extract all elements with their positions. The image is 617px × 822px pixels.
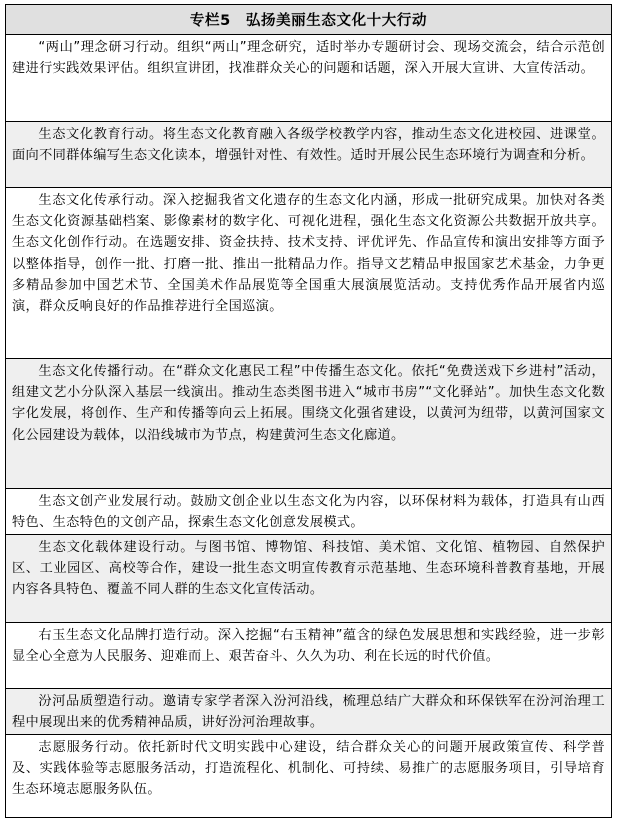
action-item-text: 右玉生态文化品牌打造行动。深入挖掘“右玉精神”蕴含的绿色发展思想和实践经验，进一步彰显全心全意为人民服务、迎难而上、艰苦奋斗、久久为功、利在长远的时代价值。 bbox=[12, 628, 605, 665]
action-item-text: 生态文化教育行动。将生态文化教育融入各级学校教学内容，推动生态文化进校园、进课堂。面向不同群体编写生态文化读本，增强针对性、有效性。适时开展公民生态环境行为调查和分析。 bbox=[12, 127, 605, 164]
action-item-creative-industry bbox=[6, 489, 611, 535]
action-item-heritage-creation bbox=[6, 188, 611, 359]
action-item-text: “两山”理念研习行动。组织“两山”理念研究，适时举办专题研讨会、现场交流会，结合示范创建进行实践效果评估。组织宣讲团，找准群众关心的问题和话题，深入开展大宣讲、大宣传活动。 bbox=[12, 40, 605, 77]
action-item-communication bbox=[6, 359, 611, 489]
action-item-text: 志愿服务行动。依托新时代文明实践中心建设，结合群众关心的问题开展政策宣传、科学普及、实践体验等志愿服务活动，打造流程化、机制化、可持续、易推广的志愿服务项目，引导培育生态环境志愿服务队伍。 bbox=[12, 740, 605, 798]
box-title: 专栏5 弘扬美丽生态文化十大行动 bbox=[189, 13, 428, 29]
action-item-carrier bbox=[6, 535, 611, 623]
action-item-lianshan bbox=[6, 35, 611, 122]
action-item-text: 生态文创产业发展行动。鼓励文创企业以生态文化为内容，以环保材料为载体，打造具有山西特色、生态特色的文创产品，探索生态文化创意发展模式。 bbox=[12, 494, 605, 531]
feature-box bbox=[5, 4, 612, 818]
action-item-youyu-brand bbox=[6, 623, 611, 689]
action-item-education bbox=[6, 122, 611, 188]
action-item-text: 汾河品质塑造行动。邀请专家学者深入汾河沿线，梳理总结广大群众和环保铁军在汾河治理工程中展现出来的优秀精神品质，讲好汾河治理故事。 bbox=[12, 694, 605, 731]
action-item-text: 生态文化载体建设行动。与图书馆、博物馆、科技馆、美术馆、文化馆、植物园、自然保护区、工业园区、高校等合作，建设一批生态文明宣传教育示范基地、生态环境科普教育基地，开展内容各具特色、覆盖不同人群的生态文化宣传活动。 bbox=[12, 540, 605, 598]
action-item-fenhe bbox=[6, 689, 611, 735]
action-item-text: 生态文化传播行动。在“群众文化惠民工程”中传播生态文化。依托“免费送戏下乡进村”活动，组建文艺小分队深入基层一线演出。推动生态类图书进入“城市书房”“文化驿站”。加快生态文化数字化发展，将创作、生产和传播等向云上拓展。围绕文化强省建设，以黄河为纽带，以黄河国家文化公园建设为载体，以沿线城市为节点，构建黄河生态文化廊道。 bbox=[12, 364, 605, 443]
action-item-text: 生态文化传承行动。深入挖掘我省文化遗存的生态文化内涵，形成一批研究成果。加快对各类生态文化资源基础档案、影像素材的数字化、可视化进程，强化生态文化资源公共数据开放共享。生态文化创作行动。在选题安排、资金扶持、技术支持、评优评先、作品宣传和演出安排等方面予以整体指导，创作一批、打磨一批、推出一批精品力作。指导文艺精品申报国家艺术基金，力争更多精品参加中国艺术节、全国美术作品展览等全国重大展演展览活动。支持优秀作品开展省内巡演，群众反响良好的作品推荐进行全国巡演。 bbox=[12, 193, 605, 315]
action-item-volunteer bbox=[6, 735, 611, 815]
box-header bbox=[6, 5, 611, 35]
